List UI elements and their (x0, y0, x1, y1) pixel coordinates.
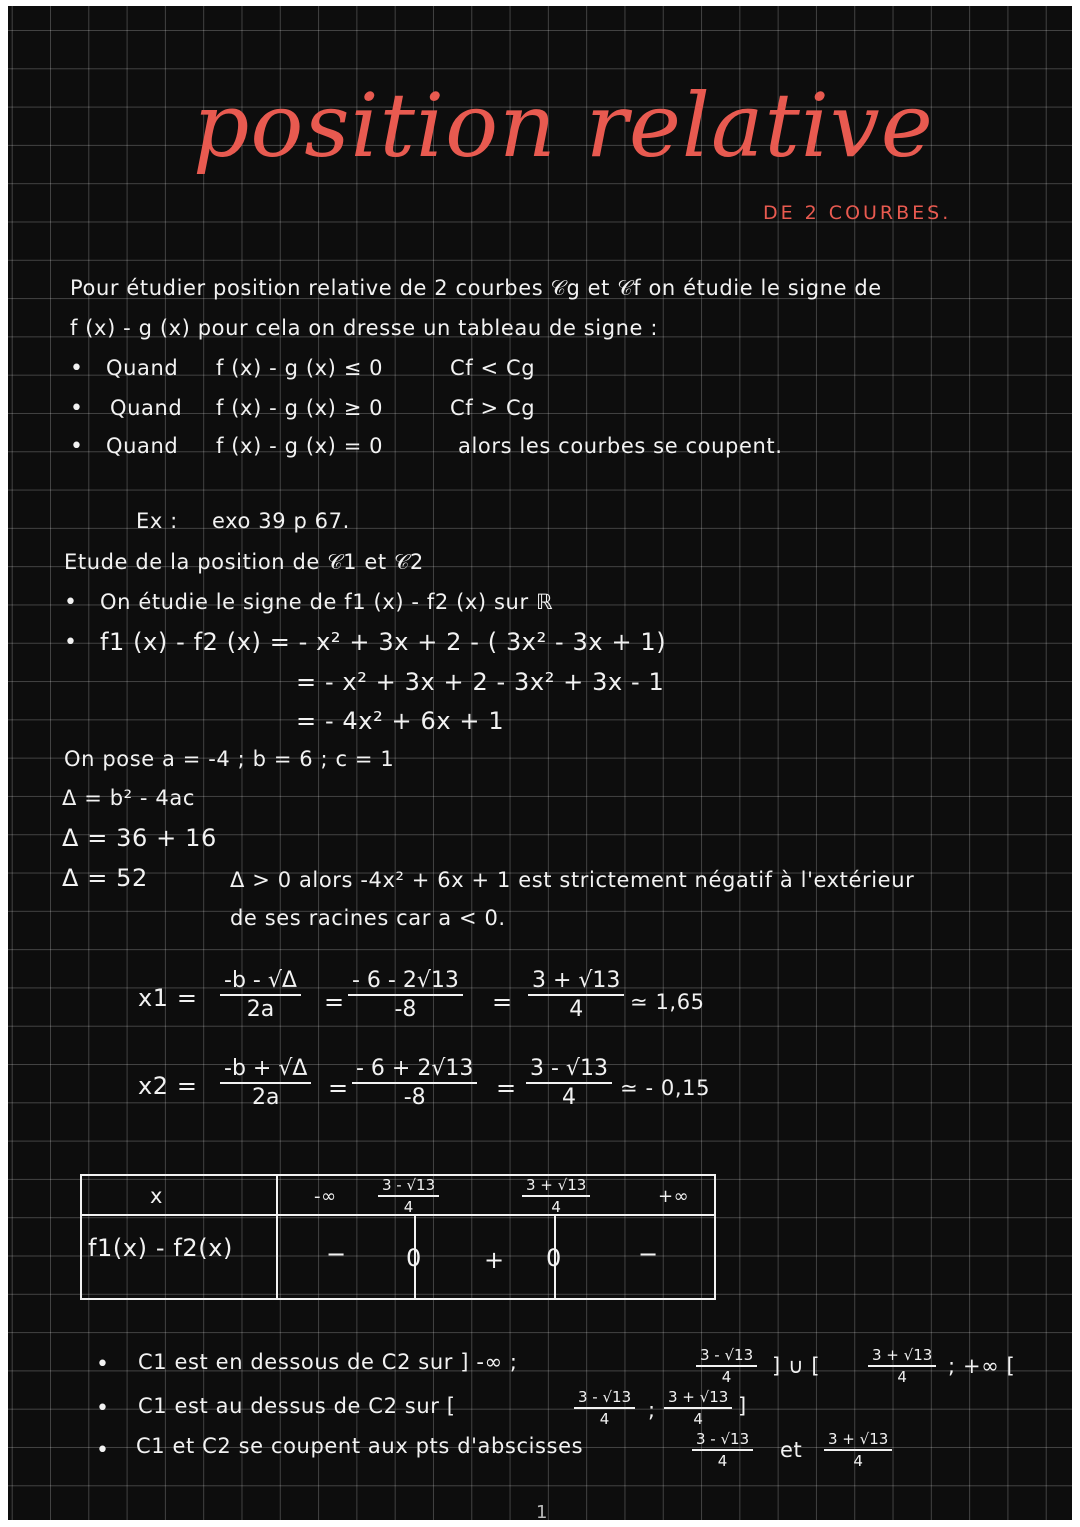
interval-separator: ; (648, 1398, 656, 1422)
intersection-abscissa (692, 1430, 753, 1470)
intro-line-1: Pour étudier position relative de 2 courbes 𝒞g et 𝒞f on étudie le signe de (70, 276, 882, 300)
bullet-dot: • (64, 630, 77, 655)
root-x1-approx: ≃ 1,65 (630, 990, 705, 1014)
rule-expression: f (x) - g (x) ≤ 0 (216, 356, 384, 380)
fraction-denominator: 4 (551, 1198, 561, 1216)
equals-sign: = (496, 1074, 517, 1102)
notebook-page (8, 6, 1072, 1520)
bullet-dot: • (70, 396, 83, 421)
intersection-abscissa (824, 1430, 892, 1470)
fraction-denominator: -8 (394, 997, 417, 1022)
rule-label: Quand (106, 434, 179, 458)
delta-formula: Δ = b² - 4ac (62, 786, 195, 810)
table-minus-infinity: -∞ (314, 1186, 337, 1207)
fraction-denominator: 4 (853, 1452, 863, 1470)
coefficients: On pose a = -4 ; b = 6 ; c = 1 (64, 747, 395, 771)
fraction-denominator: 4 (897, 1368, 907, 1386)
fraction-numerator: 3 - √13 (526, 1056, 612, 1084)
conclusion-below: C1 est en dessous de C2 sur ] -∞ ; (138, 1350, 518, 1374)
equals-sign: = (328, 1074, 349, 1102)
rule-result: alors les courbes se coupent. (458, 434, 783, 458)
fraction-numerator: 3 + √13 (528, 968, 624, 996)
example-reference: exo 39 p 67. (212, 509, 350, 533)
fraction-denominator: -8 (403, 1085, 426, 1110)
page-subtitle: DE 2 COURBES. (763, 202, 952, 224)
fraction-denominator: 2a (251, 1085, 280, 1110)
root-x1-label: x1 = (138, 984, 198, 1012)
bullet-dot: • (96, 1438, 109, 1463)
intro-line-2: f (x) - g (x) pour cela on dresse un tableau de signe : (70, 316, 659, 340)
interval-bound (868, 1346, 936, 1386)
fraction-numerator: 3 - √13 (696, 1346, 757, 1367)
fraction-numerator: 3 + √13 (522, 1176, 590, 1197)
table-row-label: f1(x) - f2(x) (88, 1234, 234, 1262)
fraction-denominator: 4 (561, 1085, 576, 1110)
fraction-numerator: 3 + √13 (664, 1388, 732, 1409)
bullet-dot: • (96, 1396, 109, 1421)
root-x1-formula (220, 968, 301, 1022)
sign-zero: 0 (546, 1244, 562, 1272)
fraction-denominator: 2a (246, 997, 275, 1022)
fraction-numerator: 3 - √13 (574, 1388, 635, 1409)
rule-result: Cf < Cg (450, 356, 536, 380)
sign-cell: + (484, 1246, 505, 1274)
fraction-numerator: -b + √Δ (220, 1056, 311, 1084)
conclusion-above: C1 est au dessus de C2 sur [ (138, 1394, 456, 1418)
conclusion-line-2: de ses racines car a < 0. (230, 906, 506, 930)
interval-end: ] (738, 1394, 747, 1418)
equation-line-2: = - x² + 3x + 2 - 3x² + 3x - 1 (296, 668, 665, 696)
interval-end: ; +∞ [ (948, 1354, 1016, 1378)
fraction-numerator: 3 - √13 (692, 1430, 753, 1451)
table-header-x: x (150, 1184, 164, 1208)
fraction-denominator: 4 (569, 997, 584, 1022)
bullet-dot: • (96, 1352, 109, 1377)
root-x2-label: x2 = (138, 1072, 198, 1100)
example-heading: Etude de la position de 𝒞1 et 𝒞2 (64, 550, 424, 574)
bullet-dot: • (64, 590, 77, 615)
table-root-1 (378, 1176, 439, 1216)
fraction-denominator: 4 (403, 1198, 414, 1216)
rule-result: Cf > Cg (450, 396, 536, 420)
conclusion-intersection: C1 et C2 se coupent aux pts d'abscisses (136, 1434, 584, 1458)
sign-cell: − (326, 1240, 347, 1268)
equals-sign: = (324, 988, 345, 1016)
root-x2-approx: ≃ - 0,15 (620, 1076, 711, 1100)
rule-label: Quand (106, 356, 179, 380)
fraction-denominator: 4 (721, 1368, 732, 1386)
fraction-denominator: 4 (717, 1452, 728, 1470)
fraction-denominator: 4 (693, 1410, 703, 1428)
sign-zero: 0 (406, 1244, 422, 1272)
root-x1-simplified (528, 968, 624, 1022)
equation-line-3: = - 4x² + 6x + 1 (296, 707, 505, 735)
equation-line-1: f1 (x) - f2 (x) = - x² + 3x + 2 - ( 3x² - 3x + 1) (100, 628, 667, 656)
interval-union: ] ∪ [ (772, 1354, 821, 1378)
page-number: 1 (536, 1502, 548, 1520)
interval-bound (696, 1346, 757, 1386)
fraction-numerator: 3 + √13 (868, 1346, 936, 1367)
example-step: On étudie le signe de f1 (x) - f2 (x) sur ℝ (100, 590, 554, 614)
bullet-dot: • (70, 434, 83, 459)
bullet-dot: • (70, 356, 83, 381)
table-root-2 (522, 1176, 590, 1216)
conclusion-line-1: Δ > 0 alors -4x² + 6x + 1 est strictement négatif à l'extérieur (230, 868, 915, 892)
root-x1-substituted (348, 968, 463, 1022)
fraction-numerator: - 6 + 2√13 (352, 1056, 477, 1084)
root-x2-formula (220, 1056, 311, 1110)
interval-bound (574, 1388, 635, 1428)
fraction-numerator: 3 + √13 (824, 1430, 892, 1451)
root-x2-simplified (526, 1056, 612, 1110)
interval-bound (664, 1388, 732, 1428)
table-plus-infinity: +∞ (658, 1186, 690, 1207)
example-label: Ex : (136, 509, 178, 533)
fraction-denominator: 4 (599, 1410, 610, 1428)
table-divider (276, 1174, 278, 1298)
fraction-numerator: - 6 - 2√13 (348, 968, 463, 996)
root-x2-substituted (352, 1056, 477, 1110)
equals-sign: = (492, 988, 513, 1016)
sign-cell: − (638, 1240, 659, 1268)
fraction-numerator: 3 - √13 (378, 1176, 439, 1197)
rule-expression: f (x) - g (x) = 0 (216, 434, 384, 458)
page-title: position relative (193, 74, 934, 177)
delta-calc: Δ = 36 + 16 (62, 824, 217, 852)
delta-value: Δ = 52 (62, 864, 148, 892)
rule-expression: f (x) - g (x) ≥ 0 (216, 396, 384, 420)
conjunction: et (780, 1438, 803, 1462)
fraction-numerator: -b - √Δ (220, 968, 301, 996)
rule-label: Quand (110, 396, 183, 420)
